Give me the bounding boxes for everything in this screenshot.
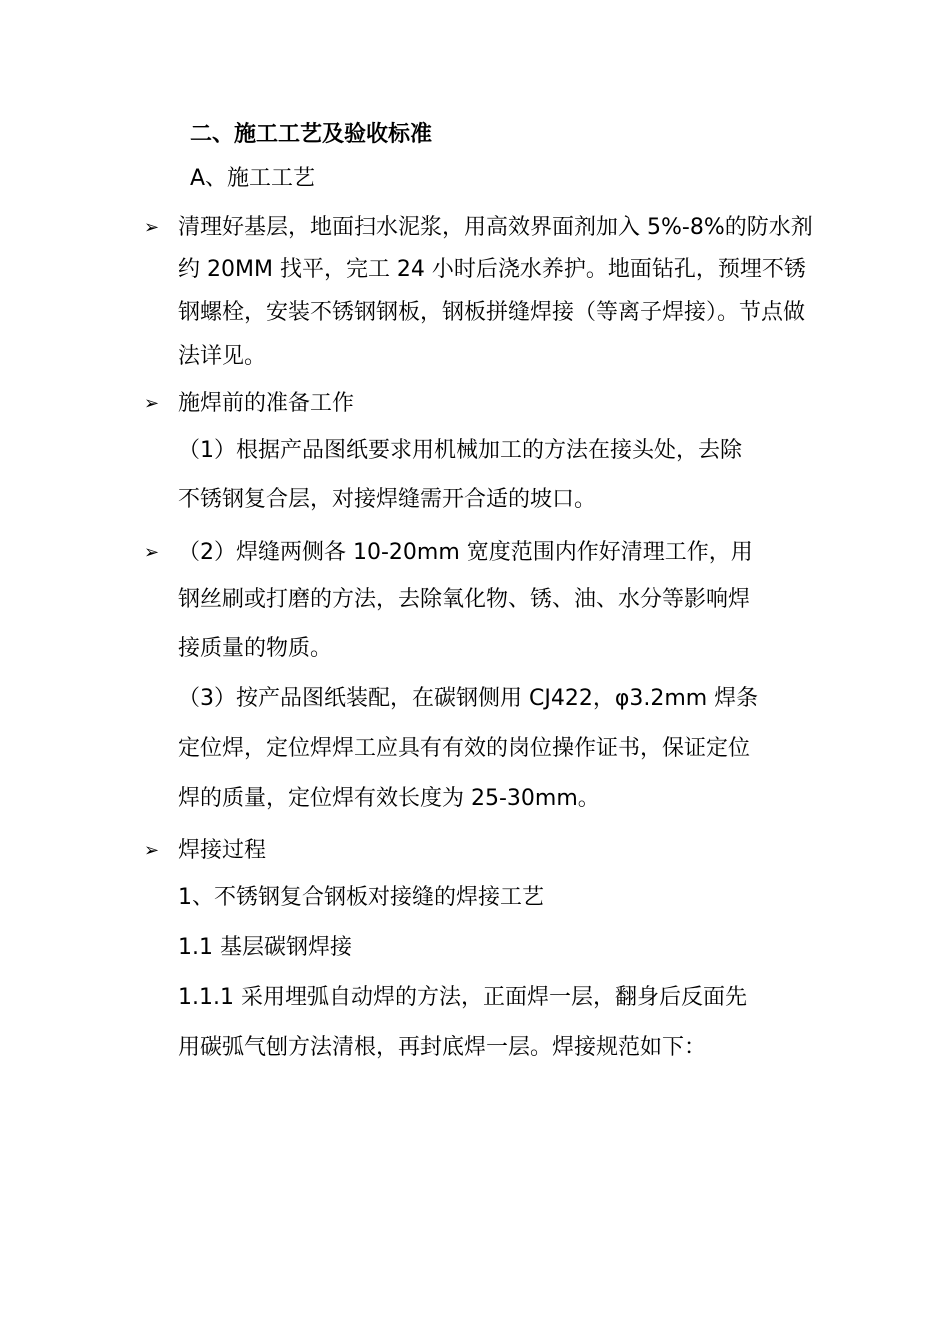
- paragraph-line: 钢螺栓，安装不锈钢钢板，钢板拼缝焊接（等离子焊接）。节点做: [178, 300, 806, 325]
- paragraph-line: 定位焊，定位焊焊工应具有有效的岗位操作证书，保证定位: [178, 736, 751, 761]
- paragraph-title: 焊接过程: [178, 838, 267, 863]
- paragraph-line: 用碳弧气刨方法清根，再封底焊一层。焊接规范如下：: [178, 1035, 707, 1060]
- sub-title: A、施工工艺: [190, 166, 316, 191]
- paragraph-line: （1）根据产品图纸要求用机械加工的方法在接头处，去除: [178, 438, 742, 463]
- paragraph-line: 法详见。: [178, 344, 267, 369]
- paragraph-line: 焊的质量，定位焊有效长度为 25-30mm。: [178, 786, 600, 811]
- paragraph-line: 接质量的物质。: [178, 636, 333, 661]
- paragraph-line: 约 20MM 找平，完工 24 小时后浇水养护。地面钻孔，预埋不锈: [178, 257, 806, 282]
- section-title: 二、施工工艺及验收标准: [190, 122, 433, 147]
- bullet-icon: ➢: [144, 840, 160, 861]
- paragraph-line: 钢丝刷或打磨的方法，去除氧化物、锈、油、水分等影响焊: [178, 587, 751, 612]
- paragraph-line: 清理好基层，地面扫水泥浆，用高效界面剂加入 5%-8%的防水剂: [178, 215, 813, 240]
- paragraph-line: （3）按产品图纸装配，在碳钢侧用 CJ422，φ3.2mm 焊条: [178, 686, 759, 711]
- paragraph-line: 不锈钢复合层，对接焊缝需开合适的坡口。: [178, 487, 597, 512]
- paragraph-line: 1.1 基层碳钢焊接: [178, 935, 352, 960]
- paragraph-line: （2）焊缝两侧各 10-20mm 宽度范围内作好清理工作，用: [178, 540, 753, 565]
- bullet-icon: ➢: [144, 542, 160, 563]
- bullet-icon: ➢: [144, 393, 160, 414]
- bullet-icon: ➢: [144, 217, 160, 238]
- paragraph-line: 1、不锈钢复合钢板对接缝的焊接工艺: [178, 885, 544, 910]
- paragraph-line: 1.1.1 采用埋弧自动焊的方法，正面焊一层，翻身后反面先: [178, 985, 747, 1010]
- paragraph-title: 施焊前的准备工作: [178, 391, 355, 416]
